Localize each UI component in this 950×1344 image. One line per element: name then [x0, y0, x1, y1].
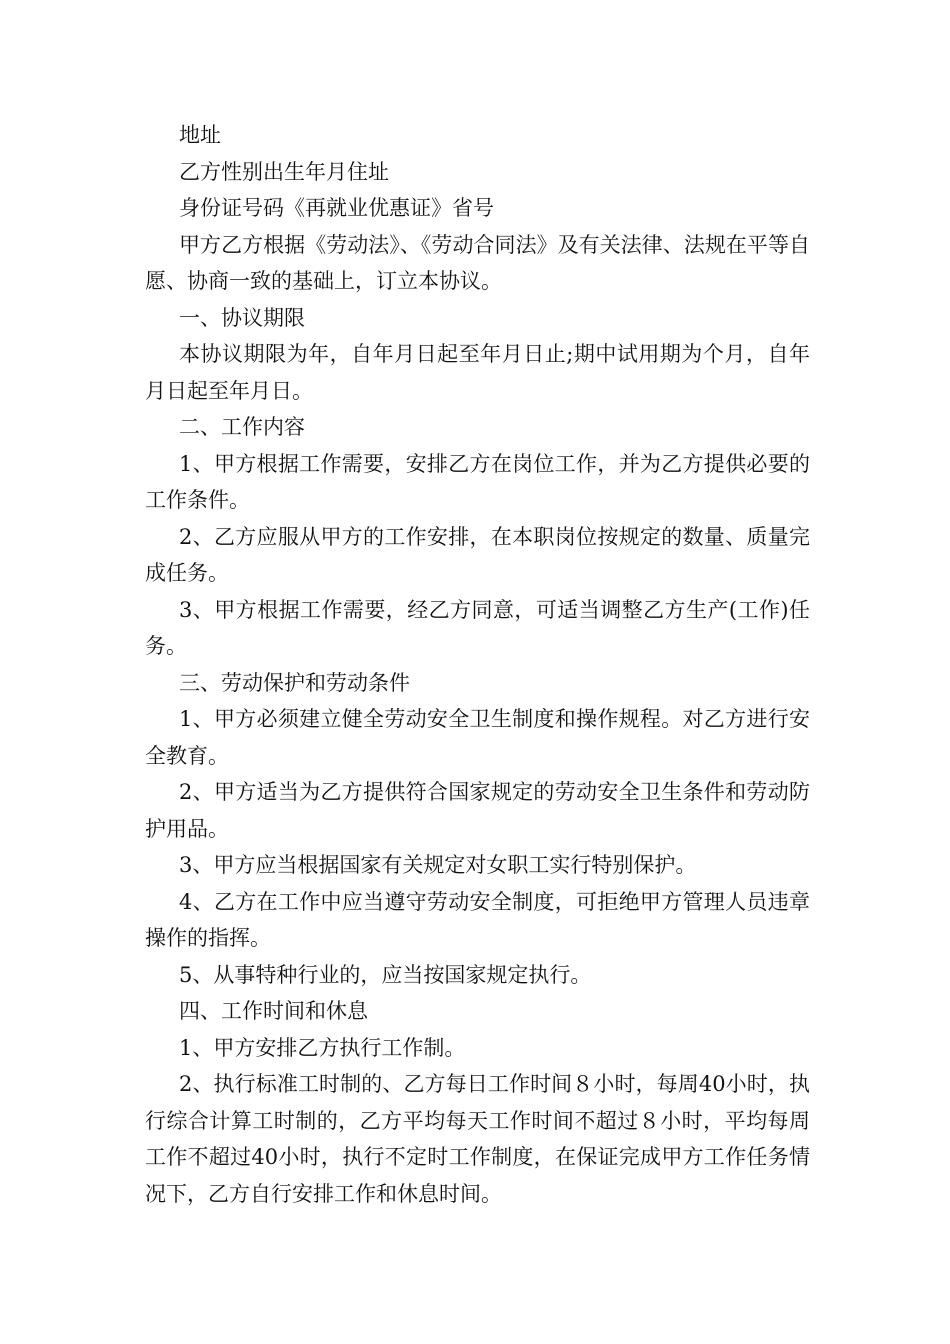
address-line: 地址 — [179, 123, 221, 147]
labor-protection-item-1: 1、甲方必须建立健全劳动安全卫生制度和操作规程。对乙方进行安全教育。 — [145, 707, 810, 768]
labor-protection-item-3: 3、甲方应当根据国家有关规定对女职工实行特别保护。 — [179, 853, 697, 877]
term-paragraph: 本协议期限为年，自年月日起至年月日止;期中试用期为个月，自年月日起至年月日。 — [145, 342, 810, 403]
party-b-info-line: 乙方性别出生年月住址 — [179, 159, 389, 184]
document-body — [145, 117, 810, 1212]
labor-protection-item-2: 2、甲方适当为乙方提供符合国家规定的劳动安全卫生条件和劳动防护用品。 — [145, 780, 810, 841]
section-heading-term: 一、协议期限 — [179, 305, 305, 330]
work-content-item-1: 1、甲方根据工作需要，安排乙方在岗位工作，并为乙方提供必要的工作条件。 — [145, 451, 810, 512]
preamble-paragraph: 甲方乙方根据《劳动法》、《劳动合同法》及有关法律、法规在平等自愿、协商一致的基础上，订立本协议。 — [145, 232, 810, 293]
section-heading-work-content: 二、工作内容 — [179, 415, 305, 439]
work-content-item-3: 3、甲方根据工作需要，经乙方同意，可适当调整乙方生产(工作)任务。 — [145, 597, 810, 658]
work-content-item-2: 2、乙方应服从甲方的工作安排，在本职岗位按规定的数量、质量完成任务。 — [145, 524, 810, 585]
section-heading-work-hours: 四、工作时间和休息 — [179, 999, 368, 1023]
section-heading-labor-protection: 三、劳动保护和劳动条件 — [179, 670, 410, 695]
labor-protection-item-4: 4、乙方在工作中应当遵守劳动安全制度，可拒绝甲方管理人员违章操作的指挥。 — [145, 889, 810, 950]
id-number-line: 身份证号码《再就业优惠证》省号 — [179, 196, 494, 220]
work-hours-item-1: 1、甲方安排乙方执行工作制。 — [179, 1035, 466, 1060]
work-hours-item-2: 2、执行标准工时制的、乙方每日工作时间８小时，每周40小时，执行综合计算工时制的，乙方平均每天工作时间不超过８小时，平均每周工作不超过40小时，执行不定时工作制度，在保证完成甲方工作任务情况下，乙方自行安排工作和休息时间。 — [145, 1072, 810, 1206]
labor-protection-item-5: 5、从事特种行业的，应当按国家规定执行。 — [179, 962, 592, 987]
